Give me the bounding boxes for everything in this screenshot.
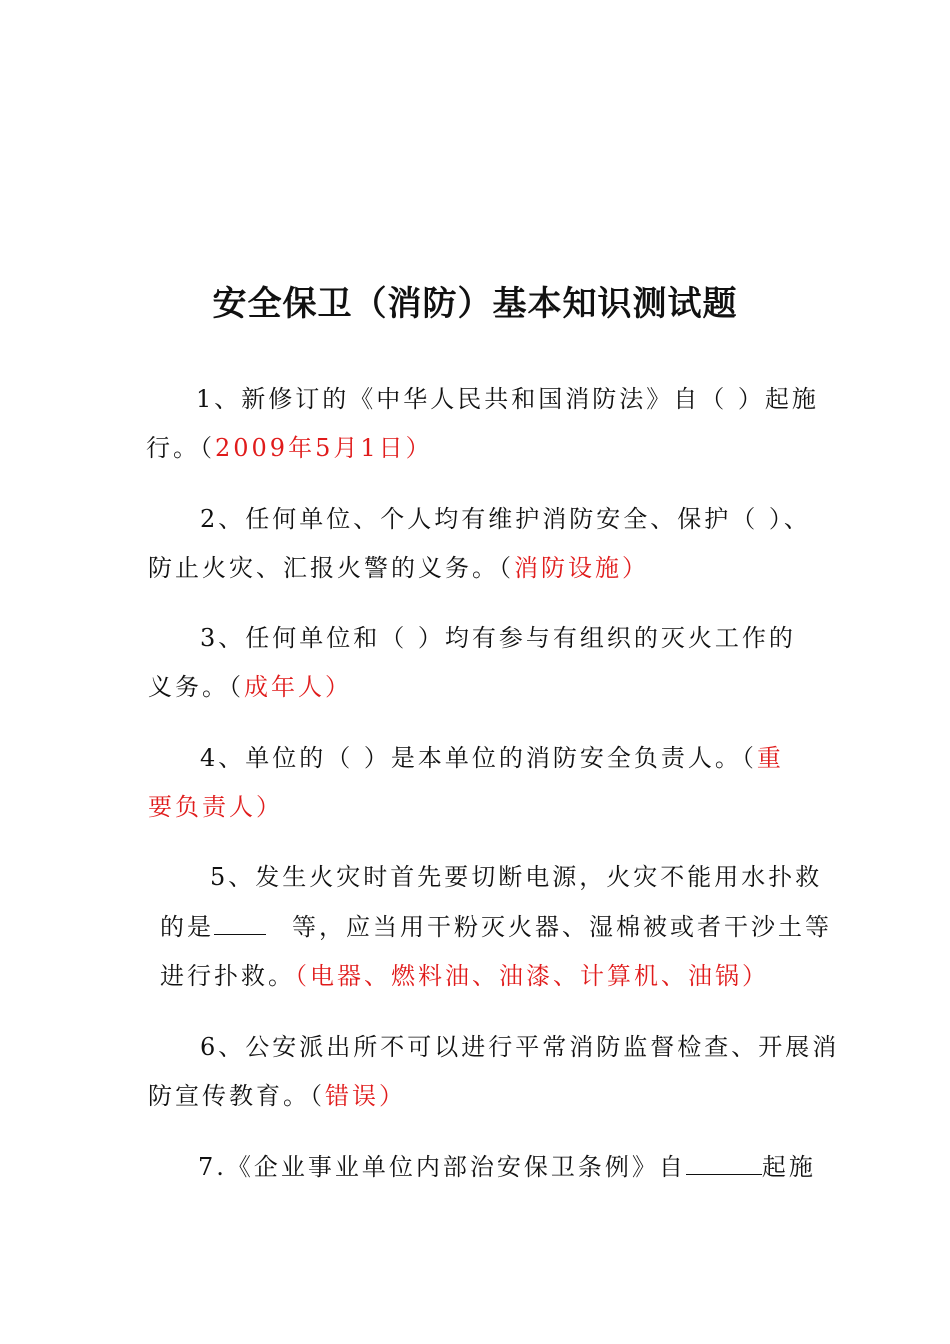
question-3-line-1: 3、任何单位和（ ）均有参与有组织的灭火工作的 xyxy=(200,624,796,652)
answer-6: 错误 xyxy=(325,1082,379,1110)
question-5-line-3: 进行扑救。（电器、燃料油、油漆、计算机、油锅） xyxy=(160,962,769,990)
answer-1: 2009年5月1日 xyxy=(215,434,406,462)
question-1-line-2: 行。（2009年5月1日） xyxy=(146,434,433,462)
answer-5: （电器、燃料油、油漆、计算机、油锅） xyxy=(295,962,769,990)
answer-4-part-1: 重 xyxy=(756,744,784,772)
question-5-line-2: 的是 等，应当用干粉灭火器、湿棉被或者干沙土等 xyxy=(160,913,832,941)
question-7-line-1: 7.《企业事业单位内部治安保卫条例》自 起施 xyxy=(198,1153,816,1181)
answer-blank-5 xyxy=(214,912,266,935)
question-6-line-2: 防宣传教育。（错误） xyxy=(148,1082,406,1110)
page-title: 安全保卫（消防）基本知识测试题 xyxy=(212,284,738,324)
question-2-line-2: 防止火灾、汇报火警的义务。（消防设施） xyxy=(148,554,649,582)
question-4-line-1: 4、单位的（ ）是本单位的消防安全负责人。（重 xyxy=(200,744,784,772)
question-4-line-2: 要负责人） xyxy=(148,793,283,821)
answer-blank-7 xyxy=(686,1152,762,1175)
answer-4-part-2: 要负责人 xyxy=(148,793,256,821)
question-1-line-1: 1、新修订的《中华人民共和国消防法》自（ ）起施 xyxy=(196,385,819,413)
question-6-line-1: 6、公安派出所不可以进行平常消防监督检查、开展消 xyxy=(200,1033,840,1061)
answer-3: 成年人 xyxy=(244,673,325,701)
question-2-line-1: 2、任何单位、个人均有维护消防安全、保护（ ）、 xyxy=(200,505,811,533)
question-5-line-1: 5、发生火灾时首先要切断电源，火灾不能用水扑救 xyxy=(210,863,823,891)
answer-2: 消防设施 xyxy=(514,554,622,582)
question-3-line-2: 义务。（成年人） xyxy=(148,673,352,701)
